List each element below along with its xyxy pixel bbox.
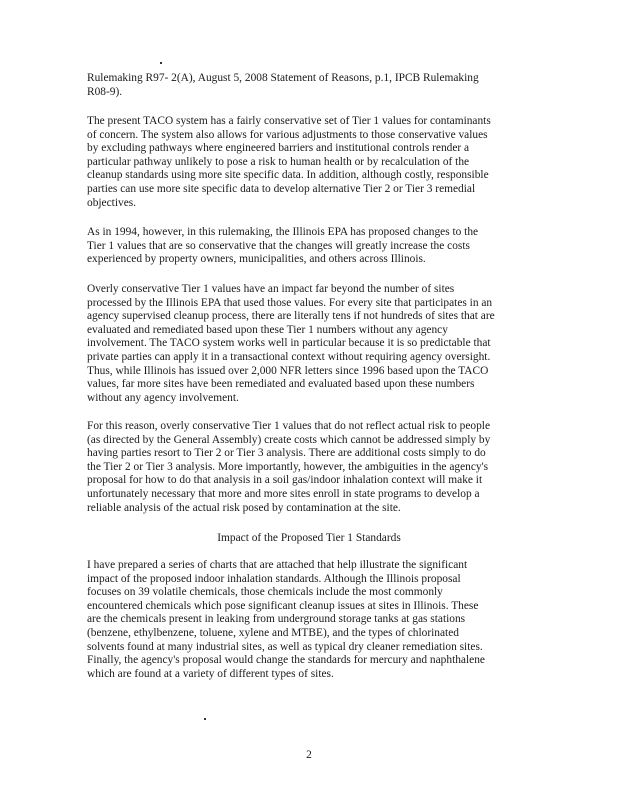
paragraph-line: Overly conservative Tier 1 values have an impact far beyond the number of sites: [87, 283, 455, 295]
stray-mark-bottom: [204, 718, 206, 720]
paragraph-line: private parties can apply it in a transactional context without requiring agency oversight.: [87, 350, 491, 363]
paragraph-line: without any agency involvement.: [87, 391, 239, 404]
paragraph-charts: [87, 559, 527, 681]
section-heading: Impact of the Proposed Tier 1 Standards: [217, 532, 401, 544]
paragraph-line: I have prepared a series of charts that are attached that help illustrate the significant: [87, 559, 468, 571]
paragraph-line: impact of the proposed indoor inhalation standards. Although the Illinois proposal: [87, 572, 461, 585]
paragraph-line: involvement. The TACO system works well in particular because it is so predictable that: [87, 337, 491, 350]
paragraph-line: reliable analysis of the actual risk posed by contamination at the site.: [87, 501, 401, 514]
paragraph-conservative-costs: [87, 420, 527, 515]
paragraph-line: which are found at a variety of different types of sites.: [87, 667, 334, 680]
paragraph-line: having parties resort to Tier 2 or Tier 3 analysis. There are additional costs simply to do: [87, 447, 486, 460]
paragraph-line: solvents found at many industrial sites, as well as typical dry cleaner remediation sites.: [87, 640, 483, 653]
citation-text: [87, 72, 527, 99]
paragraph-line: For this reason, overly conservative Tier 1 values that do not reflect actual risk to people: [87, 420, 490, 432]
paragraph-line: particular pathway unlikely to pose a risk to human health or by recalculation of the: [87, 155, 470, 168]
paragraph-line: unfortunately necessary that more and more sites enroll in state programs to develop a: [87, 487, 480, 500]
paragraph-line: are the chemicals present in leaking from underground storage tanks at gas stations: [87, 613, 466, 626]
paragraph-line: (as directed by the General Assembly) create costs which cannot be addressed simply by: [87, 433, 491, 446]
paragraph-line: parties can use more site specific data to develop alternative Tier 2 or Tier 3 remedial: [87, 182, 476, 195]
stray-mark-top: [160, 62, 162, 64]
paragraph-line: values, far more sites have been remediated and evaluated based upon these numbers: [87, 378, 475, 391]
paragraph-line: experienced by property owners, municipalities, and others across Illinois.: [87, 253, 426, 266]
paragraph-line: processed by the Illinois EPA that used those values. For every site that participates in an: [87, 296, 493, 309]
paragraph-line: Thus, while Illinois has issued over 2,000 NFR letters since 1996 based upon the TACO: [87, 364, 489, 377]
paragraph-line: proposal for how to do that analysis in a soil gas/indoor inhalation context will make it: [87, 474, 483, 487]
paragraph-line: Tier 1 values that are so conservative that the changes will greatly increase the costs: [87, 239, 470, 252]
paragraph-line: focuses on 39 volatile chemicals, those chemicals include the most commonly: [87, 586, 443, 599]
paragraph-line: encountered chemicals which pose significant cleanup issues at sites in Illinois. These: [87, 599, 479, 612]
paragraph-1994-changes: [87, 226, 527, 267]
paragraph-tier1-impact: [87, 283, 527, 405]
page-number: 2: [306, 749, 312, 761]
paragraph-line: As in 1994, however, in this rulemaking, the Illinois EPA has proposed changes to the: [87, 226, 479, 238]
paragraph-line: by excluding pathways where engineered barriers and institutional controls render a: [87, 142, 470, 155]
paragraph-line: the Tier 2 or Tier 3 analysis. More importantly, however, the ambiguities in the agency's: [87, 460, 489, 473]
paragraph-line: agency supervised cleanup process, there are literally tens if not hundreds of sites that are: [87, 310, 495, 323]
paragraph-line: The present TACO system has a fairly conservative set of Tier 1 values for contaminants: [87, 115, 491, 127]
paragraph-line: Finally, the agency's proposal would change the standards for mercury and naphthalene: [87, 654, 485, 667]
paragraph-line: objectives.: [87, 196, 137, 209]
paragraph-line: of concern. The system also allows for various adjustments to those conservative values: [87, 128, 488, 141]
citation-line: R08-9).: [87, 85, 123, 98]
paragraph-taco-system: [87, 115, 527, 210]
citation-line: Rulemaking R97- 2(A), August 5, 2008 Statement of Reasons, p.1, IPCB Rulemaking: [87, 72, 479, 84]
paragraph-line: evaluated and remediated based upon these Tier 1 numbers without any agency: [87, 323, 448, 336]
paragraph-line: (benzene, ethylbenzene, toluene, xylene and MTBE), and the types of chlorinated: [87, 626, 459, 639]
paragraph-line: cleanup standards using more site specific data. In addition, although costly, responsible: [87, 169, 489, 182]
